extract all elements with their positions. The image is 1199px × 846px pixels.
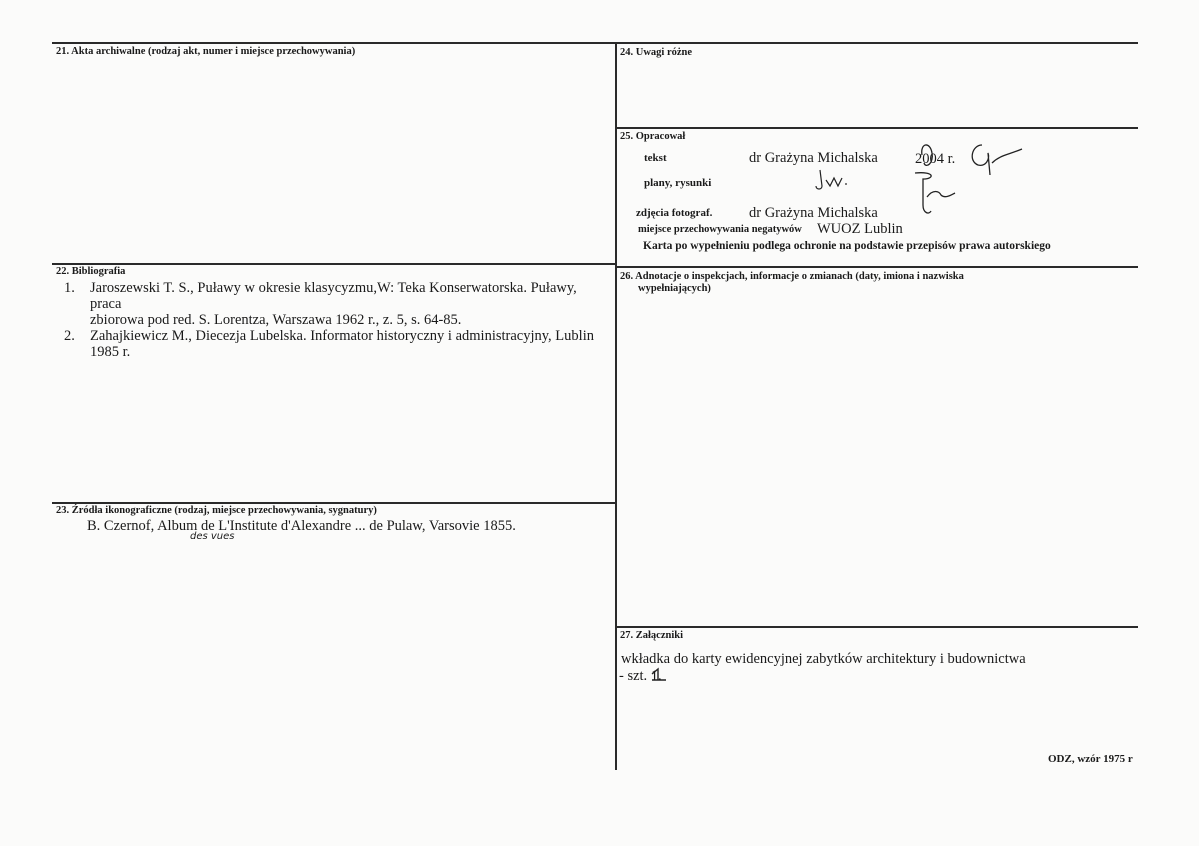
- section-26-label-cont: wypełniających): [638, 283, 711, 294]
- section-27-label: 27. Załączniki: [620, 630, 684, 641]
- zdjecia-author: dr Grażyna Michalska: [749, 205, 878, 221]
- section-24-label: 24. Uwagi różne: [620, 47, 693, 58]
- section-21-label: 21. Akta archiwalne (rodzaj akt, numer i miejsce przechowywania): [56, 46, 356, 57]
- tekst-year: 2004 r.: [915, 151, 956, 167]
- tekst-label: tekst: [644, 152, 667, 164]
- section-25-label: 25. Opracował: [620, 131, 686, 142]
- separator-25: [616, 127, 1138, 129]
- copyright-notice: Karta po wypełnieniu podlega ochronie na podstawie przepisów prawa autorskiego: [643, 240, 1051, 252]
- signature-zdjecia: [905, 165, 965, 220]
- bibliography-item-line: 1985 r.: [90, 344, 131, 360]
- bibliography-item: 1. Jaroszewski T. S., Puławy w okresie klasycyzmu,W: Teka Konserwatorska. Puławy, praca zbiorowa pod red. S. Lorentza, Warszawa 1962 r., z. 5, s. 64-85.: [64, 280, 604, 328]
- handwritten-note: des vues: [190, 531, 235, 542]
- form-version: ODZ, wzór 1975 r: [1048, 753, 1133, 765]
- signature-plany: [810, 164, 870, 194]
- bibliography-item-line: Jaroszewski T. S., Puławy w okresie klasycyzmu,W: Teka Konserwatorska. Puławy, praca: [90, 280, 577, 312]
- iconography-entry: B. Czernof, Album de L'Institute d'Alexandre ... de Pulaw, Varsovie 1855.: [87, 518, 516, 534]
- bibliography-list: [64, 280, 604, 360]
- tekst-author: dr Grażyna Michalska: [749, 150, 878, 166]
- separator-26: [616, 266, 1138, 268]
- zdjecia-label: zdjęcia fotograf.: [636, 207, 713, 219]
- top-rule: [52, 42, 1138, 44]
- bibliography-item-line: Zahajkiewicz M., Diecezja Lubelska. Informator historyczny i administracyjny, Lublin: [90, 328, 594, 344]
- separator-27: [616, 626, 1138, 628]
- center-divider: [615, 42, 617, 770]
- negatywy-location: WUOZ Lublin: [817, 221, 903, 237]
- bibliography-item-line: zbiorowa pod red. S. Lorentza, Warszawa 1962 r., z. 5, s. 64-85.: [90, 312, 462, 328]
- plany-label: plany, rysunki: [644, 177, 712, 189]
- negatywy-label: miejsce przechowywania negatywów: [638, 224, 802, 235]
- separator-23: [52, 502, 616, 504]
- section-23-label: 23. Źródła ikonograficzne (rodzaj, miejsce przechowywania, sygnatury): [56, 505, 377, 516]
- section-26-label: 26. Adnotacje o inspekcjach, informacje o zmianach (daty, imiona i nazwiska: [620, 271, 964, 282]
- bibliography-item: 2. Zahajkiewicz M., Diecezja Lubelska. Informator historyczny i administracyjny, Lublin 1985 r.: [64, 328, 604, 360]
- separator-22: [52, 263, 616, 265]
- attachments-count: - szt. 1.: [619, 668, 662, 684]
- section-22-label: 22. Bibliografia: [56, 266, 126, 277]
- attachments-line: wkładka do karty ewidencyjnej zabytków architektury i budownictwa: [621, 651, 1026, 667]
